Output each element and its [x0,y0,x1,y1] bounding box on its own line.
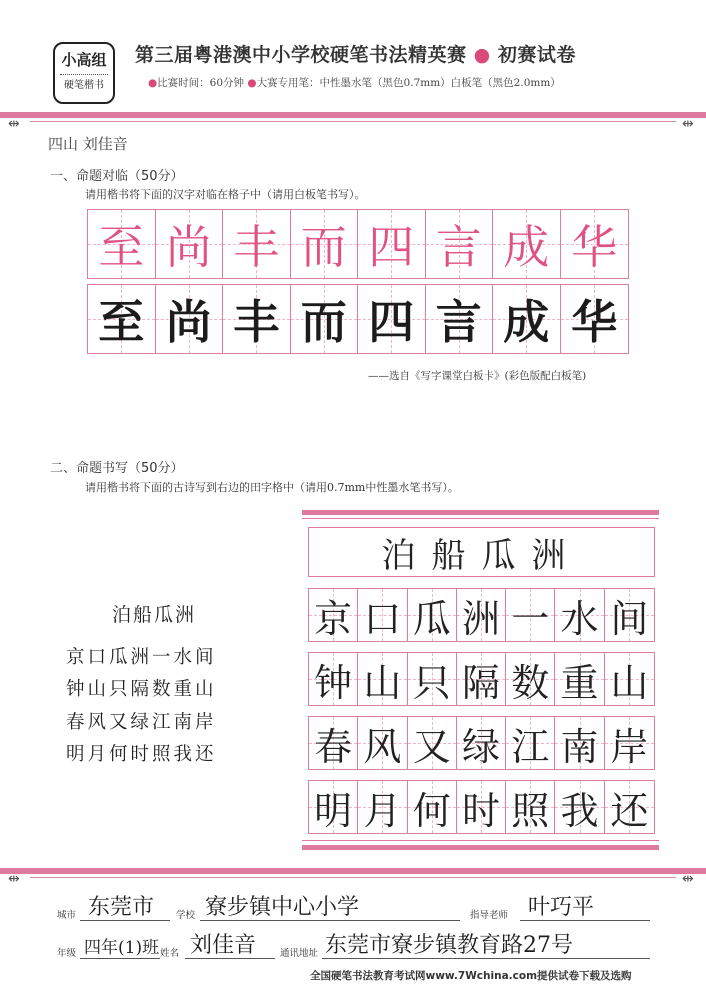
name-underline [185,958,275,959]
answer-cell [457,653,506,705]
grade-label: 年级 [57,948,77,959]
answer-cell [605,653,654,705]
answer-char: 数 [511,660,550,705]
school-label: 学校 [176,910,196,921]
answer-row [308,652,655,706]
title-dot-icon: ● [473,44,491,66]
section1-title: 一、命题对临（50分） [50,169,184,184]
group-badge [53,42,115,104]
answer-char: 山 [610,660,649,705]
answer-top-line [302,518,659,519]
answer-char: 何 [412,788,451,833]
answer-char: 岸 [610,724,649,769]
answer-cell [605,589,654,641]
written-cell [493,285,561,353]
written-cell [156,285,224,353]
answer-bottom-band [302,845,659,850]
answer-char: 南 [560,724,599,769]
school-value: 寮步镇中心小学 [205,895,360,920]
city-underline [80,920,170,921]
written-char: 华 [571,295,618,349]
group-badge-top: 小高组 [61,51,107,69]
answer-char: 明 [314,788,353,833]
answer-cell [358,717,407,769]
answer-char: 还 [610,788,649,833]
model-char: 成 [503,220,550,274]
answer-cell [555,589,604,641]
top-band-line [30,121,676,122]
written-cell [88,285,156,353]
grade-value: 四年(1)班 [84,938,160,958]
model-cell [426,210,494,278]
answer-cell [506,589,555,641]
poem-line: 春风又绿江南岸 [66,712,217,733]
answer-cell [506,781,555,833]
answer-char: 山 [363,660,402,705]
answer-title-box [308,527,655,577]
written-cell [291,285,359,353]
answer-cell [555,653,604,705]
model-cell [156,210,224,278]
top-band [0,112,706,118]
answer-char: 我 [560,788,599,833]
answer-cell [605,717,654,769]
poem-title: 泊船瓜洲 [112,604,197,626]
written-char: 四 [368,295,415,349]
name-value: 刘佳音 [190,933,257,958]
model-char: 尚 [165,220,212,274]
grade-underline [80,958,160,959]
bullet-icon: ● [247,77,257,89]
right-ornament-icon: ⇹ [682,871,694,887]
written-char: 尚 [165,295,212,349]
answer-char: 绿 [461,724,500,769]
address-value: 东莞市寮步镇教育路27号 [325,933,573,958]
left-ornament-icon: ⇹ [8,871,20,887]
answer-cell [358,781,407,833]
written-char: 成 [503,295,550,349]
answer-cell [408,589,457,641]
section2-instruction: 请用楷书将下面的古诗写到右边的田字格中（请用0.7mm中性墨水笔书写）。 [85,481,459,494]
answer-title: 泊船瓜洲 [381,535,582,576]
bottom-band-line [30,877,676,878]
address-label: 通讯地址 [280,948,319,959]
teacher-underline [520,920,650,921]
written-char: 至 [98,295,145,349]
model-cell [291,210,359,278]
answer-char: 隔 [461,660,500,705]
model-cell [223,210,291,278]
answer-char: 一 [511,596,550,641]
contest-title-main: 第三届粤港澳中小学校硬笔书法精英赛 [135,44,467,66]
written-cell [426,285,494,353]
written-char: 丰 [233,295,280,349]
bottom-band [0,868,706,874]
answer-char: 重 [560,660,599,705]
written-cell [561,285,629,353]
written-char: 言 [435,295,482,349]
answer-cell [457,589,506,641]
answer-char: 月 [363,788,402,833]
answer-top-band [302,510,659,515]
left-ornament-icon: ⇹ [8,116,20,132]
poem-line: 京口瓜洲一水间 [66,647,217,668]
written-char-row [87,284,629,354]
written-cell [223,285,291,353]
section1-instruction: 请用楷书将下面的汉字对临在格子中（请用白板笔书写）。 [85,188,366,201]
answer-char: 江 [511,724,550,769]
model-char: 至 [98,220,145,274]
answer-char: 春 [314,724,353,769]
model-char: 而 [300,220,347,274]
model-cell [358,210,426,278]
answer-cell [309,653,358,705]
name-label: 姓名 [160,948,180,959]
answer-cell [408,653,457,705]
answer-cell [358,653,407,705]
answer-cell [358,589,407,641]
contest-title [135,40,576,67]
teacher-label: 指导老师 [470,910,509,921]
right-ornament-icon: ⇹ [682,116,694,132]
model-cell [493,210,561,278]
answer-cell [408,717,457,769]
answer-char: 京 [314,596,353,641]
footer-site-text: 全国硬笔书法教育考试网www.7Wchina.com提供试卷下载及选购 [310,970,632,982]
answer-cell [506,717,555,769]
answer-row [308,588,655,642]
model-char: 丰 [233,220,280,274]
contest-pens: 大赛专用笔：中性墨水笔（黑色0.7mm）白板笔（黑色2.0mm） [256,77,561,89]
answer-cell [309,717,358,769]
answer-row [308,780,655,834]
answer-char: 瓜 [412,596,451,641]
answer-cell [457,717,506,769]
contest-subinfo [148,75,561,90]
answer-char: 风 [363,724,402,769]
source-note: ——选自《写字课堂白板卡》(彩色版配白板笔) [368,370,587,382]
city-label: 城市 [57,910,77,921]
answer-char: 钟 [314,660,353,705]
model-char-row [87,209,629,279]
answer-char: 时 [461,788,500,833]
answer-char: 又 [412,724,451,769]
answer-cell [457,781,506,833]
margin-note: 四山 刘佳音 [48,135,128,153]
answer-char: 水 [560,596,599,641]
answer-cell [506,653,555,705]
model-char: 华 [571,220,618,274]
answer-cell [555,781,604,833]
answer-cell [309,589,358,641]
answer-char: 只 [412,660,451,705]
contest-time: 比赛时间：60分钟 [157,77,245,89]
model-char: 言 [435,220,482,274]
model-cell [561,210,629,278]
teacher-value: 叶巧平 [528,895,595,920]
model-cell [88,210,156,278]
answer-char: 洲 [461,596,500,641]
answer-bottom-line [302,840,659,841]
school-underline [200,920,460,921]
answer-row [308,716,655,770]
answer-char: 间 [610,596,649,641]
city-value: 东莞市 [88,895,155,920]
address-underline [322,958,650,959]
written-char: 而 [300,295,347,349]
group-badge-bottom: 硬笔楷书 [64,80,104,91]
answer-cell [309,781,358,833]
written-cell [358,285,426,353]
answer-cell [555,717,604,769]
poem-line: 明月何时照我还 [66,744,217,765]
section2-title: 二、命题书写（50分） [50,461,184,476]
model-char: 四 [368,220,415,274]
contest-title-suffix: 初赛试卷 [497,44,576,66]
poem-line: 钟山只隔数重山 [66,679,217,700]
answer-char: 照 [511,788,550,833]
answer-cell [605,781,654,833]
answer-cell [408,781,457,833]
answer-char: 口 [363,596,402,641]
bullet-icon: ● [148,77,158,89]
